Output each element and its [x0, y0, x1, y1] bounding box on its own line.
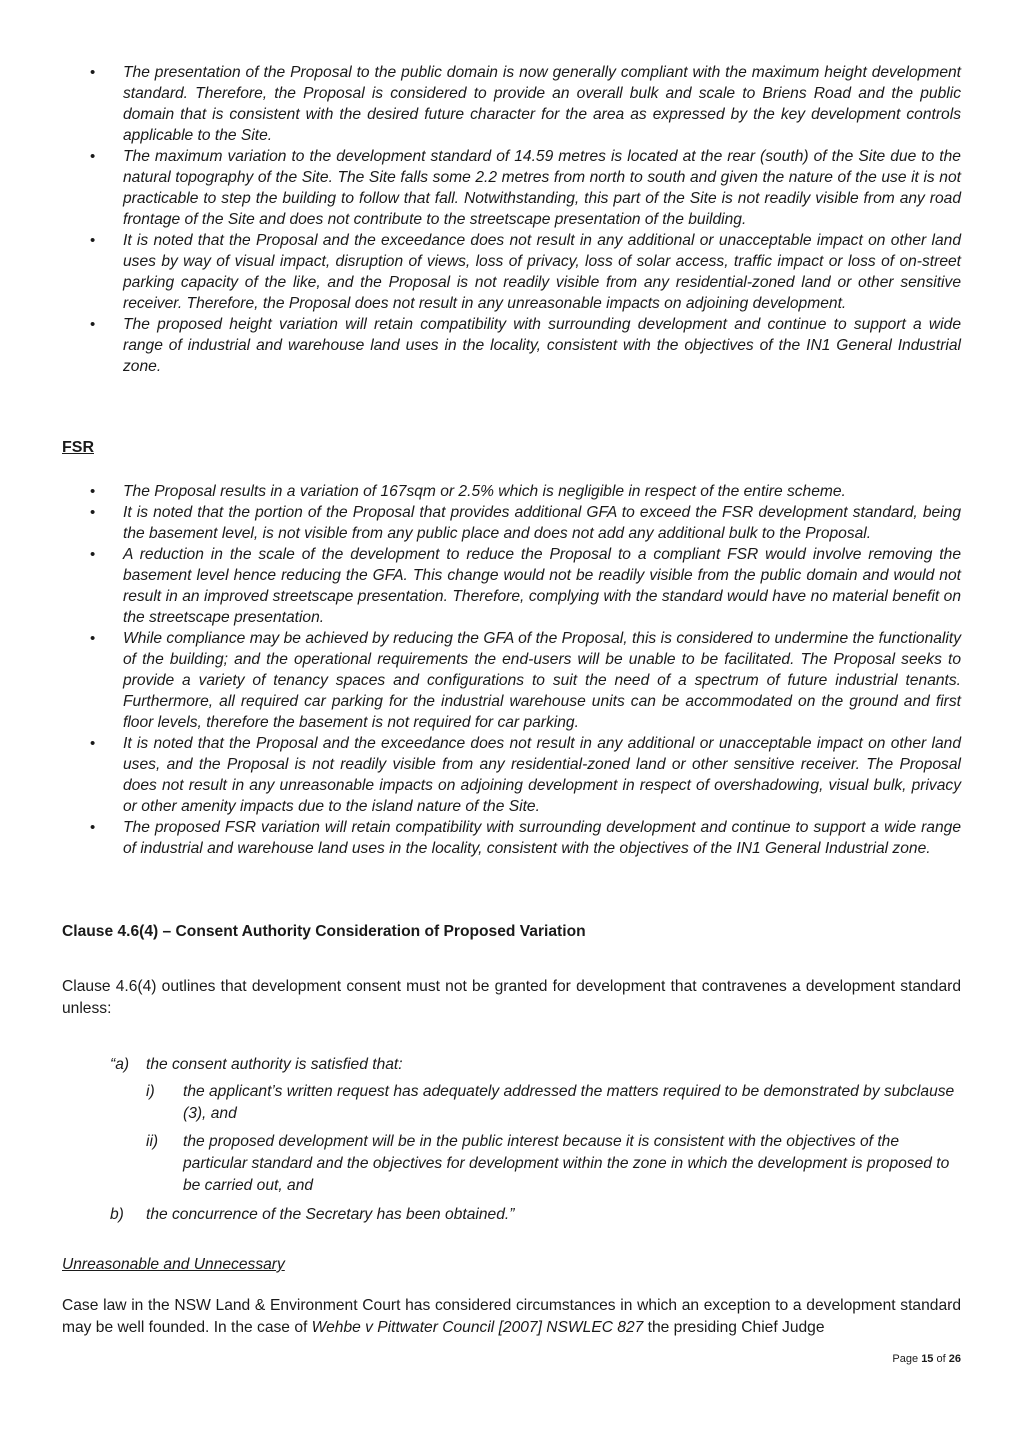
case-law-paragraph [62, 1295, 961, 1339]
list-item: • The maximum variation to the development standard of 14.59 metres is located at the rear (south) of the Site due to the natural topography of the Site. The Site falls some 2.2 metres from north to south and given the nature of the use it is not practicable to step the building to follow that fall. Notwithstanding, this part of the Site is not readily visible from any road frontage of the Site and does not contribute to the streetscape presentation of the building. [62, 146, 961, 230]
list-item: • It is noted that the portion of the Proposal that provides additional GFA to exceed the FSR development standard, being the basement level, is not visible from any public place and does not add any additional bulk to the Proposal. [62, 502, 961, 544]
fsr-bullet-list [62, 481, 961, 859]
clause-heading: Clause 4.6(4) – Consent Authority Consideration of Proposed Variation [62, 923, 586, 940]
list-item: • It is noted that the Proposal and the exceedance does not result in any additional or unacceptable impact on other land uses, and the Proposal is not readily visible from any residential-zoned land or other sensitive receiver. The Proposal does not result in any unreasonable impacts on adjoining development in respect of overshadowing, visual bulk, privacy or other amenity impacts due to the island nature of the Site. [62, 733, 961, 817]
quote-text: the consent authority is satisfied that: [146, 1056, 403, 1073]
total-pages: 26 [948, 1353, 961, 1365]
page-footer [62, 1352, 961, 1366]
of-label: of [936, 1353, 946, 1365]
quote-text: the proposed development will be in the public interest because it is consistent with the objectives of the particular standard and the objectives for development within the zone in which the development is proposed to be carried out, and [183, 1133, 950, 1194]
quote-label: ii) [146, 1133, 159, 1150]
list-item: • The proposed FSR variation will retain compatibility with surrounding development and continue to support a wide range of industrial and warehouse land uses in the locality, consistent with the objectives of the IN1 General Industrial zone. [62, 817, 961, 859]
list-item: • The proposed height variation will retain compatibility with surrounding development and continue to support a wide range of industrial and warehouse land uses in the locality, consistent with the objectives of the IN1 General Industrial zone. [62, 314, 961, 377]
quote-label: “a) [110, 1056, 130, 1073]
case-text-after: the presiding Chief Judge [643, 1319, 825, 1336]
list-item: • The Proposal results in a variation of 167sqm or 2.5% which is negligible in respect of the entire scheme. [62, 481, 961, 502]
page-number: 15 [921, 1353, 934, 1365]
quote-text: the concurrence of the Secretary has been obtained.” [146, 1206, 515, 1223]
page-label: Page [892, 1353, 919, 1365]
quote-label: i) [146, 1083, 155, 1100]
list-item: • The presentation of the Proposal to the public domain is now generally compliant with the maximum height development standard. Therefore, the Proposal is considered to provide an overall bulk and scale to Briens Road and the public domain that is consistent with the desired future character for the area as expressed by the key development controls applicable to the Site. [62, 62, 961, 146]
case-name: Wehbe v Pittwater Council [2007] NSWLEC 827 [311, 1319, 644, 1336]
list-item: • A reduction in the scale of the development to reduce the Proposal to a compliant FSR would involve removing the basement level hence reducing the GFA. This change would not be readily visible from the public domain and would not result in an improved streetscape presentation. Therefore, complying with the standard would have no material benefit on the streetscape presentation. [62, 544, 961, 628]
document-page [62, 0, 961, 1447]
height-bullet-list [62, 62, 961, 377]
list-item: • While compliance may be achieved by reducing the GFA of the Proposal, this is considered to undermine the functionality of the building; and the operational requirements the end-users will be unable to be facilitated. The Proposal seeks to provide a variety of tenancy spaces and configurations to suit the need of a spectrum of future industrial tenants. Furthermore, all required car parking for the industrial warehouse units can be accommodated on the ground and first floor levels, therefore the basement is not required for car parking. [62, 628, 961, 733]
quote-text: the applicant’s written request has adequately addressed the matters required to be demonstrated by subclause (3), and [183, 1083, 955, 1122]
fsr-heading: FSR [62, 439, 94, 456]
quote-label: b) [110, 1206, 124, 1223]
list-item: • It is noted that the Proposal and the exceedance does not result in any additional or unacceptable impact on other land uses by way of visual impact, disruption of views, loss of privacy, loss of solar access, traffic impact or loss of on-street parking capacity of the like, and the Proposal is not readily visible from any residential-zoned land or other sensitive receiver. Therefore, the Proposal does not result in any unreasonable impacts on adjoining development. [62, 230, 961, 314]
case-text-before: Case law in the NSW Land & Environment Court has considered circumstances in which an exception to a development standard may be well founded. In the case of [62, 1297, 961, 1336]
clause-intro-paragraph: Clause 4.6(4) outlines that development consent must not be granted for development that contravenes a development standard unless: [62, 978, 961, 1017]
unreasonable-subheading: Unreasonable and Unnecessary [62, 1256, 285, 1273]
